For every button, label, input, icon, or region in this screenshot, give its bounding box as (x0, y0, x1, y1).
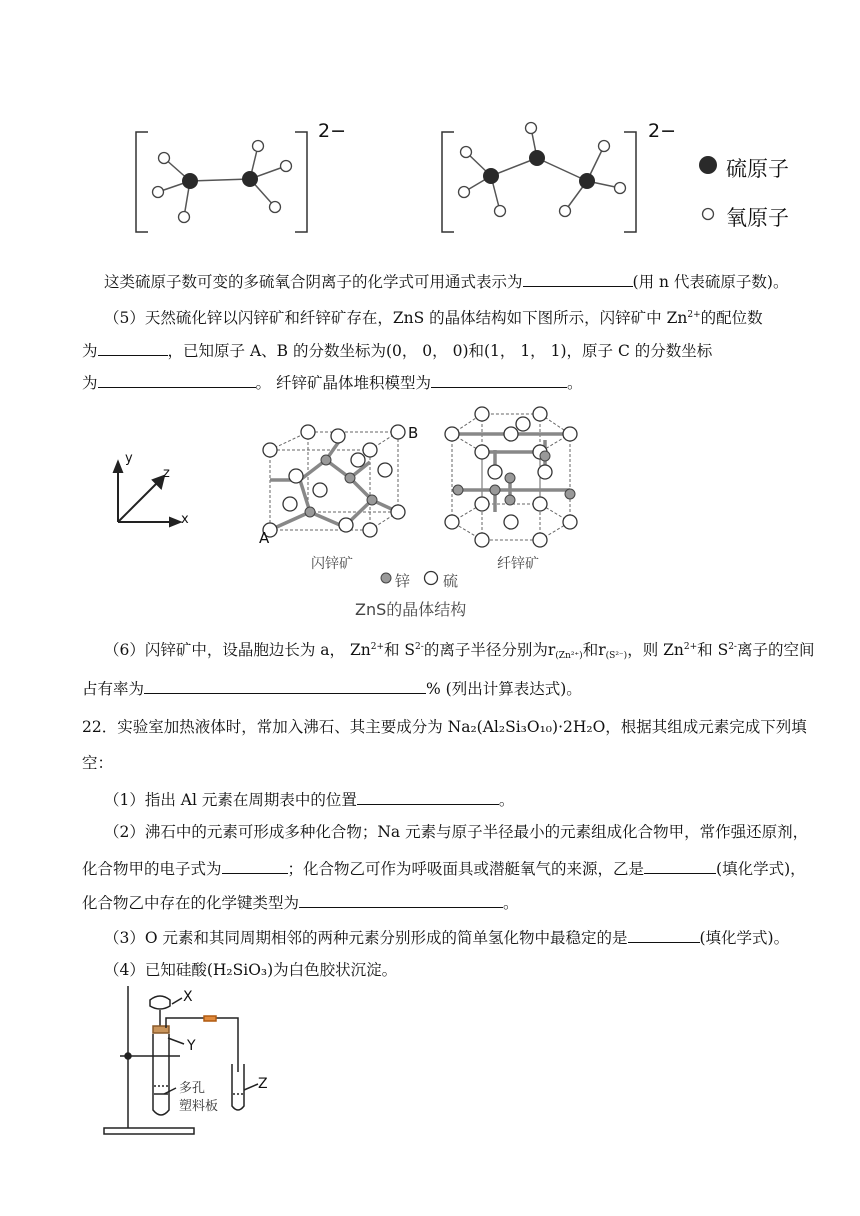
apparatus-label-z: Z (258, 1076, 268, 1092)
q5-line-2: 为 ，已知原子 A、B 的分数坐标为(0， 0， 0)和(1， 1， 1)，原子 C 的分数坐标 (82, 339, 712, 361)
answer-blank-space-occupancy[interactable] (144, 677, 426, 694)
apparatus-figure (98, 982, 298, 1142)
apparatus-label-y: Y (187, 1038, 196, 1054)
axis-y-label: y (125, 451, 133, 466)
sphalerite-label: 闪锌矿 (311, 556, 353, 572)
q6-line-1: （6）闪锌矿中，设晶胞边长为 a， $Zn^{2+}$和 $S^{2-}$的离子半径分别为$r_{(Zn^{2+})}$和$r_{(S^{2-})}$，则 $Zn^{2+}$和 $S^{2-}$离子的空间 (104, 641, 815, 661)
q22-line-1: 22．实验室加热液体时，常加入沸石、其主要成分为 Na₂(Al₂Si₃O₁₀)·2H₂O，根据其组成元素完成下列填 (82, 718, 807, 736)
answer-blank-electron-formula[interactable] (222, 857, 288, 874)
q5-line-1: （5）天然硫化锌以闪锌矿和纤锌矿存在，ZnS 的晶体结构如下图所示，闪锌矿中 $Zn^{2+}$的配位数 (104, 309, 763, 327)
answer-blank-coordinate-c[interactable] (98, 371, 256, 388)
legend-sulfur-label: 硫原子 (726, 157, 789, 181)
apparatus-label-x: X (183, 989, 193, 1005)
answer-blank-coordination-number[interactable] (98, 339, 168, 356)
answer-blank-bond-type[interactable] (299, 891, 503, 908)
answer-blank-al-position[interactable] (357, 788, 499, 805)
q22-part-4: （4）已知硅酸(H₂SiO₃)为白色胶状沉淀。 (104, 961, 398, 979)
wurtzite-label: 纤锌矿 (497, 556, 539, 572)
apparatus-label-board-1: 多孔 (179, 1081, 206, 1096)
answer-blank-packing-model[interactable] (431, 371, 567, 388)
q22-part-1: （1）指出 Al 元素在周期表中的位置 。 (104, 788, 514, 810)
legend-sulfur-crystal-label: 硫 (443, 572, 459, 590)
q4-general-formula-line: 这类硫原子数可变的多硫氧合阴离子的化学式可用通式表示为 (用 n 代表硫原子数)。 (104, 270, 788, 292)
legend-oxygen-label: 氧原子 (726, 206, 789, 230)
q22-line-2: 空： (82, 754, 114, 772)
polythionate-figure (120, 110, 820, 240)
q22-part-2-line-1: （2）沸石中的元素可形成多种化合物；Na 元素与原子半径最小的元素组成化合物甲，常作强还原剂， (104, 823, 809, 841)
answer-blank-stable-hydride[interactable] (628, 926, 700, 943)
zns-crystal-figure (100, 400, 600, 620)
q22-part-2-line-3: 化合物乙中存在的化学键类型为 。 (82, 891, 519, 913)
atom-a-label: A (259, 529, 270, 547)
charge-right: 2− (648, 120, 677, 142)
answer-blank-general-formula[interactable] (523, 270, 633, 287)
answer-blank-compound-b-formula[interactable] (644, 857, 716, 874)
axis-z-label: z (163, 466, 170, 481)
atom-b-label: B (408, 424, 419, 442)
apparatus-label-board-2: 塑料板 (179, 1099, 219, 1114)
q6-line-2: 占有率为 % (列出计算表达式)。 (82, 677, 582, 699)
charge-left: 2− (318, 120, 347, 142)
legend-zinc-label: 锌 (395, 572, 411, 590)
q22-part-2-line-2: 化合物甲的电子式为 ；化合物乙可作为呼吸面具或潜艇氧气的来源，乙是 (填化学式)， (82, 857, 806, 879)
q5-line-3: 为 。 纤锌矿晶体堆积模型为 。 (82, 371, 582, 393)
axis-x-label: x (181, 512, 189, 527)
q22-part-3: （3）O 元素和其同周期相邻的两种元素分别形成的简单氢化物中最稳定的是 (填化学式)。 (104, 926, 789, 948)
figure-caption: ZnS的晶体结构 (355, 600, 467, 619)
